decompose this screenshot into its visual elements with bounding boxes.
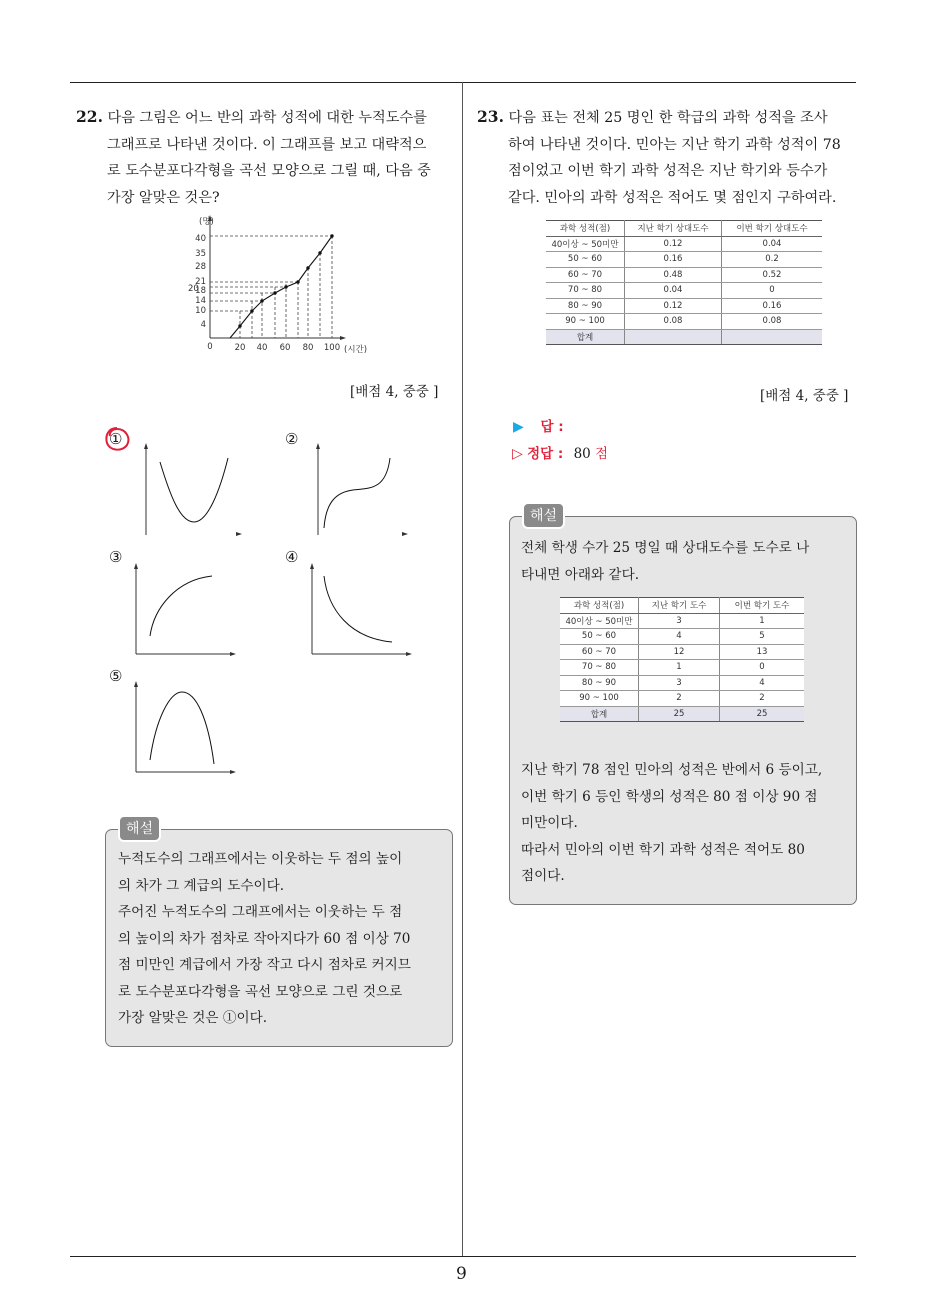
graph-x-unit: (시간): [344, 345, 368, 355]
table-header-row: 과학 성적(점) 지난 학기 도수 이번 학기 도수: [560, 598, 804, 614]
q23-number: 23.: [477, 107, 504, 126]
q22-explanation-tag: 해설: [118, 815, 161, 842]
graph-origin: 0: [207, 342, 213, 352]
q22-explanation-text: 누적도수의 그래프에서는 이웃하는 두 점의 높이 의 차가 그 계급의 도수이다. 주어진 누적도수의 그래프에서는 이웃하는 두 점 의 높이의 차가 점차로 작아지다가 60 점 이상 70 점 미만인 계급에서 가장 작고 다시 점차로 커지므 로 도수분포다각형을 곡선 모양으로 그린 것으로 가장 알맞은 것은 ①이다.: [118, 851, 411, 1026]
table-row: 60 ~ 70 0.48 0.52: [546, 267, 822, 283]
table-total-row: 합계: [546, 329, 822, 345]
q22-line-1: 22. 다음 그림은 어느 반의 과학 성적에 대한 누적도수를: [76, 107, 427, 126]
table-row: 40이상 ~ 50미만 0.12 0.04: [546, 236, 822, 252]
choice-3-graph[interactable]: [126, 560, 240, 660]
table-row: 90 ~ 100 2 2: [560, 691, 804, 707]
q23-table: [546, 220, 822, 345]
choice-4-graph[interactable]: [302, 560, 416, 660]
graph-y-unit: (명): [199, 217, 214, 227]
table-row: 80 ~ 90 0.12 0.16: [546, 298, 822, 314]
answer-row: [513, 415, 564, 435]
table-total-row: 합계 25 25: [560, 706, 804, 722]
q22-line-4: 가장 알맞은 것은?: [107, 189, 220, 206]
q23-explanation-table: [560, 597, 804, 722]
footer-rule: [70, 1256, 856, 1257]
table-row: 80 ~ 90 3 4: [560, 675, 804, 691]
graph-y-tick: 35: [195, 249, 206, 259]
choice-1-graph[interactable]: [136, 440, 246, 540]
q23-explanation-top: 전체 학생 수가 25 명일 때 상대도수를 도수로 나 타내면 아래와 같다.: [521, 540, 810, 583]
q23-line-1: 23. 다음 표는 전체 25 명인 한 학급의 과학 성적을 조사: [477, 107, 828, 126]
graph-y-tick: 4: [200, 320, 206, 330]
graph-y-tick: 21: [195, 277, 206, 287]
table-row: 40이상 ~ 50미만 3 1: [560, 613, 804, 629]
header-rule: [70, 82, 856, 83]
graph-y-tick: 10: [195, 306, 206, 316]
q23-line-2: 하여 나타낸 것이다. 민아는 지난 학기 과학 성적이 78: [508, 136, 841, 153]
graph-y-tick: 14: [195, 296, 206, 306]
correct-label: 정답 :: [527, 446, 564, 462]
table-row: 70 ~ 80 0.04 0: [546, 283, 822, 299]
page-number: 9: [456, 1264, 467, 1284]
choice-3-number[interactable]: ③: [109, 548, 123, 566]
graph-x-tick: 80: [302, 343, 314, 353]
answer-label: 답 :: [540, 419, 564, 435]
q22-text: [76, 104, 456, 211]
q22-line-2: 그래프로 나타낸 것이다. 이 그래프를 보고 대략적으: [107, 136, 427, 153]
choice-2-number[interactable]: ②: [285, 430, 299, 448]
table-row: 50 ~ 60 0.16 0.2: [546, 252, 822, 268]
choice-4-number[interactable]: ④: [285, 548, 299, 566]
q23-explanation-tag: 해설: [522, 502, 565, 529]
graph-x-tick: 60: [279, 343, 291, 353]
correct-unit: 점: [595, 446, 609, 462]
outline-play-icon: ▷: [512, 446, 523, 462]
table-header-row: 과학 성적(점) 지난 학기 상대도수 이번 학기 상대도수: [546, 221, 822, 237]
table-row: 70 ~ 80 1 0: [560, 660, 804, 676]
q23-line-3: 점이었고 이번 학기 과학 성적은 지난 학기와 등수가: [508, 163, 828, 179]
q23-text: [477, 104, 863, 211]
q23-explanation-bottom: 지난 학기 78 점인 민아의 성적은 반에서 6 등이고, 이번 학기 6 등인 학생의 성적은 80 점 이상 90 점 미만이다. 따라서 민아의 이번 학기 과학 성적은 적어도 80 점이다.: [521, 762, 823, 884]
graph-x-tick: 20: [234, 343, 246, 353]
graph-x-tick: 40: [256, 343, 268, 353]
table-row: 60 ~ 70 12 13: [560, 644, 804, 660]
table-row: 50 ~ 60 4 5: [560, 629, 804, 645]
graph-y-tick: 40: [195, 234, 206, 244]
q22-score: [배점 4, 중중 ]: [350, 384, 439, 400]
play-icon: ▶: [513, 419, 524, 435]
graph-y-tick: 18: [195, 286, 206, 296]
choice-1-number[interactable]: ①: [109, 430, 123, 448]
correct-value: 80: [573, 446, 591, 462]
table-row: 90 ~ 100 0.08 0.08: [546, 314, 822, 330]
choice-1-mark-circle: [102, 424, 132, 454]
choice-2-graph[interactable]: [308, 440, 418, 540]
q22-cumulative-graph: [180, 212, 380, 362]
column-divider: [462, 82, 463, 1257]
q22-number: 22.: [76, 107, 103, 126]
graph-y-tick: 28: [195, 262, 206, 272]
graph-y-side-label: 20: [188, 284, 199, 294]
choice-5-number[interactable]: ⑤: [109, 667, 123, 685]
q23-line-4: 같다. 민아의 과학 성적은 적어도 몇 점인지 구하여라.: [508, 189, 837, 206]
graph-x-tick: 100: [323, 343, 341, 353]
choice-5-graph[interactable]: [126, 678, 240, 778]
q22-line-3: 로 도수분포다각형을 곡선 모양으로 그릴 때, 다음 중: [107, 163, 431, 179]
correct-answer-row: [512, 442, 608, 462]
q23-score: [배점 4, 중중 ]: [760, 388, 849, 404]
